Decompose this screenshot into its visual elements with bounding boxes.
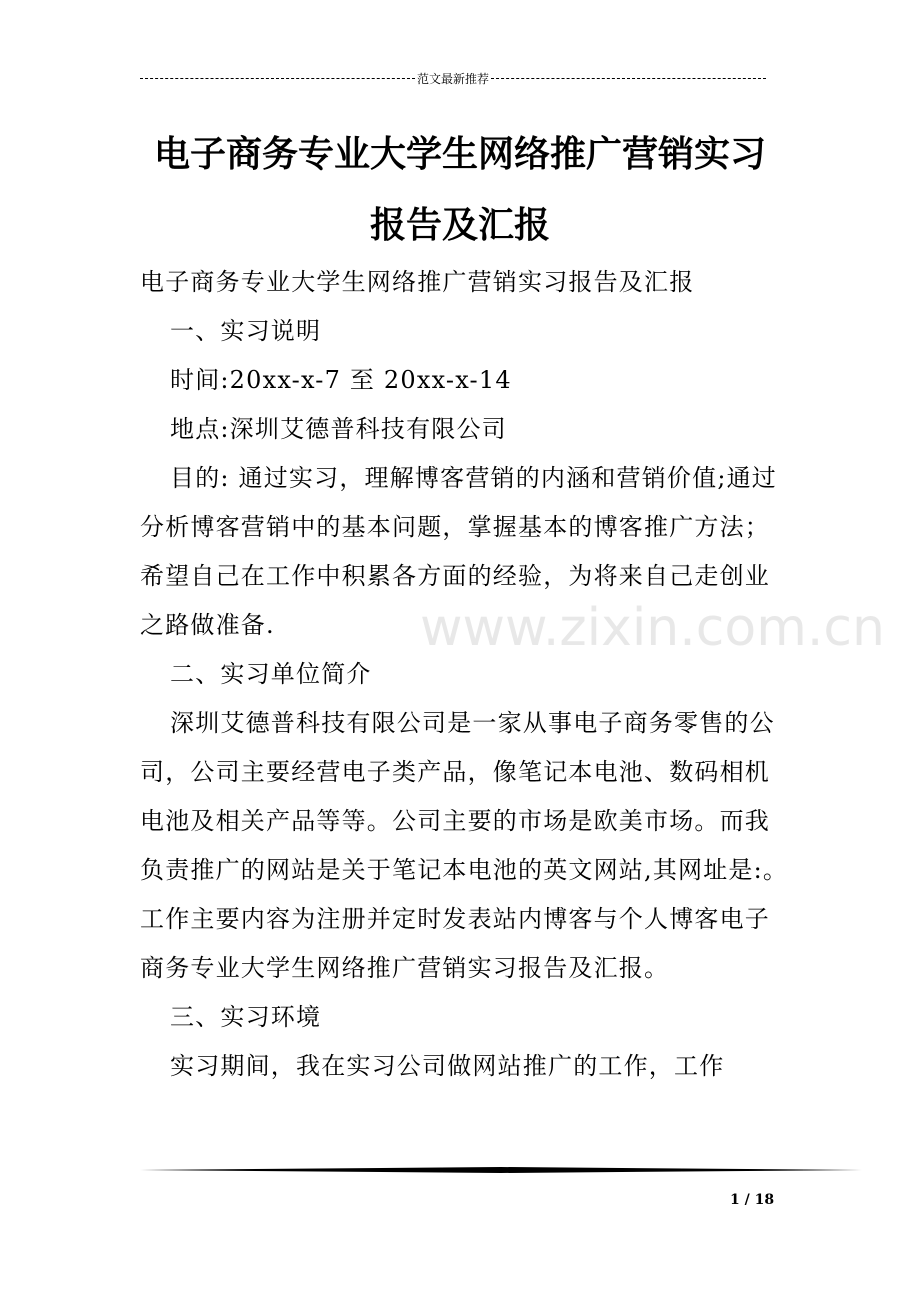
watermark: www.zixin.com.cn: [420, 598, 885, 658]
footer-rule: [140, 1167, 862, 1173]
section-heading-3: 三、实习环境: [170, 1003, 322, 1031]
time-line: 时间:20xx-x-7 至 20xx-x-14: [170, 366, 512, 394]
page-header: [140, 68, 766, 88]
section-heading-2: 二、实习单位简介: [170, 660, 372, 688]
location-line: 地点:深圳艾德普科技有限公司: [170, 415, 507, 443]
document-title-line-1: 电子商务专业大学生网络推广营销实习: [153, 133, 766, 175]
header-dash-left: [140, 78, 415, 79]
header-text: 范文最新推荐: [417, 71, 490, 86]
section-heading-1: 一、实习说明: [170, 317, 322, 345]
company-intro-paragraph: 深圳艾德普科技有限公司是一家从事电子商务零售的公司，公司主要经营电子类产品，像笔记本电池、数码相机电池及相关产品等等。公司主要的市场是欧美市场。而我负责推广的网站是关于笔记本电池的英文网站,其网址是:。工作主要内容为注册并定时发表站内博客与个人博客电子商务专业大学生网络推广营销实习报告及汇报。: [140, 709, 789, 982]
body-heading: 电子商务专业大学生网络推广营销实习报告及汇报: [140, 268, 695, 296]
environment-paragraph: 实习期间，我在实习公司做网站推广的工作，工作: [170, 1052, 725, 1080]
purpose-paragraph: 目的: 通过实习，理解博客营销的内涵和营销价值;通过分析博客营销中的基本问题，掌握基本的博客推广方法；希望自己在工作中积累各方面的经验，为将来自己走创业之路做准备.: [140, 464, 777, 639]
header-dash-right: [491, 78, 766, 79]
page-number: 1 / 18: [730, 1192, 775, 1208]
document-body: [140, 258, 790, 1091]
document-title-line-2: 报告及汇报: [369, 204, 550, 246]
